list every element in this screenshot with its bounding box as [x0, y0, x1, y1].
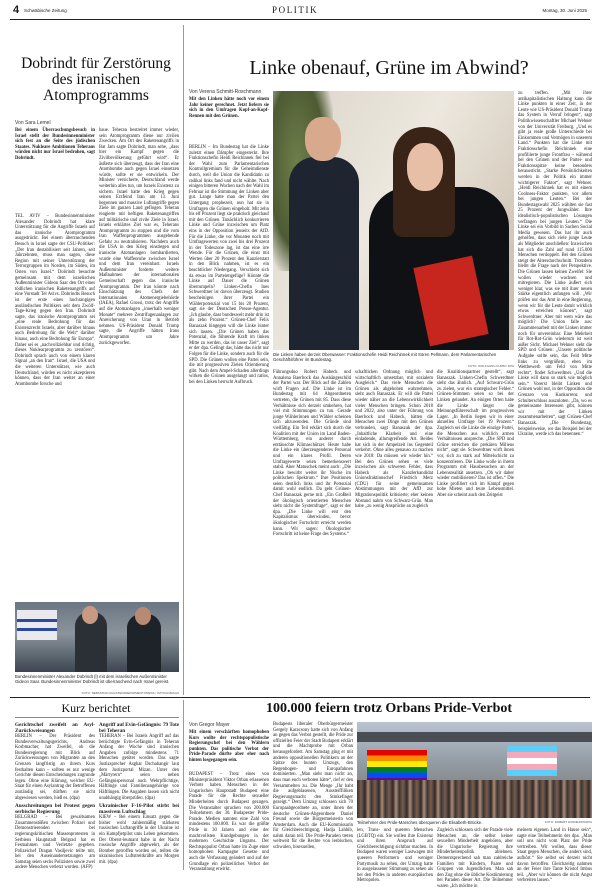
article3-photo-caption: Teilnehmer des Pride-Marsches überqueren die Elisabeth-Brücke. — [357, 820, 483, 825]
article3-photo-credit: FOTO: ROBERT HANNE/DPA/DPA — [544, 820, 592, 824]
article3-lead — [189, 730, 269, 772]
article1-lead — [15, 128, 95, 214]
article1-text-a: TEL AVIV – Bundesinnenminister Alexander Dobrindt hat klare Unterstützung für die Angriffe Israels auf das iranische Atomprogramm ausgedrückt. Bei einem überraschenden Besuch in Israel sagte der CSU-Politiker: „Der Iran destabilisiert seit Jahren, seit Jahrzehnten, muss man sagen, diese Region mit seiner Unterstützung der Terrorgruppen im Norden, im Süden, im Osten von Israel.“ Dobrindt besuchte gemeinsam mit dem israelischen Außenminister Gideon Saar den Ort eines tödlichen iranischen Raketenangriffs auf eine Vorstadt Tel Avivs. Dobrindts Besuch ist der erste eines hochrangigen ausländischen Politikers seit dem Zwölf-Tage-Krieg gegen den Iran. Dobrindt sagte, das iranische Atomprogramm sei „eine reale Bedrohung für das Existenzrecht Israels, aber darüber hinaus auch Bedrohung für die Welt“ darüber hinaus, auch eine Bedrohung für Europa“. Daher sei es „nachvollziehbar und richtig, dieses Nuklearprogramm zu zerstören“. Dobrindt sprach auch von einem klaren Signal „an den Iran“. Israel, die USA und die weiteren Unterstützer, wie auch Deutschland, würden es nicht akzeptieren können, dass der Iran weiter an einer Atombombe forsche und — [15, 214, 95, 387]
pride-flag-2 — [507, 746, 557, 776]
article1-photo-caption: Bundesinnenminister Alexander Dobrindt (l) mit dem israelischen Außenminister Gideon Saar. Bundesinnenminister Dobrindt ist überraschend nach Israel gereist. — [15, 674, 170, 684]
short-item1-text: BERLIN – Der Präsident des Bundesverwaltungsgerichts, Andreas Korbmacher, hat Zweifel, ob die Bundesregierung mit Blick auf Zurückweisungen von Migranten an den Grenzen langfristig an ihrem Kurs festhalten kann – sollten es nur wenige Gerichte diesen Entscheidungen zugrunde legen. Ohne eine Klärung, welcher EU-Staat für einen Asylantrag der Betroffenen zuständig sei, dürften sie nicht abgewiesen werden, hieß es. (dpa) — [15, 734, 95, 801]
short-news-rule — [15, 717, 179, 718]
short-item1-title: Gerichtschef zweifelt an Asyl-Zurückweisungen — [15, 722, 95, 734]
article2-text-d: die Koalitionspartner gestellt“, sagt Banaszak. Linken-Chefin Schwerdtner sieht das ähnlich. „Auf Schwarz-Grün zu zielen, war ein strategischer Fehler.“ Grünen-Stimmen seien so bei der Linken gelandet. An einigen Orten habe die Linke längst die Meinungsführerschaft im progressiven Lager. „In Berlin liegen wir in einer aktuellen Umfrage bei 19 Prozent.“ Zugleich sei die Linke die einzige Partei, die Menschen aus wirklich armen Verhältnissen anspreche. „Die SPD und Grüne erreichen die prekären Milieus nicht“, sagt sie. Schwerdtner wirft ihnen vor, sich zu stark auf Mittelschicht zu konzentrieren. Die Linke wolle in ihrem Programm mit Hausbesuchen an der Lebensrealität ansetzen. „Ob wir daher wieder mobilisieren? Das ist offen.“ Die Linke profiliert sich im Kampf gegen hohe Mieten und teure Lebensmittel. Aber sie scheint auch den Zeitgeist — [437, 370, 514, 499]
short-item4-title: Ukrainischer F-16-Pilot stirbt bei massivem Luftschlag — [99, 803, 179, 816]
column-divider-2 — [183, 700, 184, 870]
article2-lead-text: Mit den Linken hätte noch vor einem Jahr keiner gerechnet. Jetzt liefern sie sich in den Umfragen Kopf-an-Kopf-Rennen mit den Grünen. — [189, 97, 269, 119]
article2-byline: Von Verena Schmitt-Roschmann — [189, 89, 262, 95]
short-item3-title: Angriff auf Evin-Gefängnis: 79 Tote bei Teheran — [99, 722, 179, 734]
section-name: POLITIK — [272, 5, 319, 15]
article1-text-b: baue. Teheran bestreitet immer wieder, sein Atomprogramm diene nur zivilen Zwecken. Am Ort des Raketenangriffs in Bat Jam sagte Dobrindt, man sehe, „dass hier ein Kampf gegen die Zivilbevölkerung geführt wird“. Er äußerte sich überzeugt, dass der Iran eine Atombombe auch gegen Israel einsetzen würde, sollte er sie entwickeln. Der Minister versicherte, Deutschland werde weiterhin alles tun, um Israels Existenz zu sichern. Israel hatte den Krieg gegen seinen Erzfeind Iran am 13. Juni begonnen und massive Luftangriffe gegen Ziele im ganzen Land geflogen. Teheran reagierte mit heftigen Raketenangriffen auf militärische und zivile Ziele in Israel. Israels erklärtes Ziel war es, Teherans Atomprogramm zu stoppen und die vom Iran Waffenprogrammen ausgehende Gefahr zu neutralisieren. Nachdem auch die USA in den Krieg einstiegen und iranische Atomanlagen bombardierten, wurde eine Waffenruhe zwischen Israel und dem Iran vereinbart. Israels Außenminister forderte weitere Maßnahmen der internationalen Gemeinschaft gegen das iranische Atomprogramm. Der Iran könnte nach Einschätzung des Chefs der Internationalen Atomenergiebehörde (IAEA), Rafael Grossi, trotz der Angriffe auf die Atomanlagen „innerhalb weniger Monate“ mehrere Zentrifugenanlagen zur Anreicherung von Uran in Betrieb nehmen. US-Präsident Donald Trump sagte, die Angriffe hätten Irans Atomprogramm um Jahre zurückgeworfen. — [99, 128, 179, 346]
bridge-structure — [357, 732, 592, 742]
article3-text-c: len, Trans- und queeren Menschen (LGBTQ) ein. Sie wollen ihre Existenz und ihren Anspruch auf Gleichberechtigung sichtbar machen. In Budapest waren weniger Lastwagen mit queeren Performern und weniger Partymusik zu sehen, der Umzug hatte in ausgelassener Stimmung zu sehen als bei den Prides in anderen europäischen Metropolen. — [357, 828, 433, 884]
article1-lead-text: Bei einem Überraschungsbesuch in Israel stellt der Bundesinnenminister sich fest an die Seite des jüdischen Staates. Nukleare Ambitionen Teherans würden nicht nur Israel bedrohen, sagt Dobrindt. — [15, 128, 95, 161]
article3-text-a: BUDAPEST – Trotz eines von Ministerpräsident Viktor Orban erlassenen Verbots haben Menschen in der Ungarischen Hauptstadt Budapest eine Parade für die Rechte sexueller Minderheiten durch Budapest gezogen. Die Veranstalter sprachen von 200.000 Teilnehmern der 30. Budapester Pride-Parade. Medien nannten eine Zahl von mindestens 100.000. Es war die größte Pride in 30 Jahren und eine der machtvollsten Kundgebungen in der modernen Geschichte Ungarns. Der Rechtspopulist Orban hatte im Zuge einer homophoben Kampagne Gesetze und auch die Verfassung geändert und auf der Grundlage ein polizeiliches Verbot der Veranstaltung erwirkt. — [189, 772, 269, 873]
article3-col4 — [437, 828, 513, 889]
article2-headline: Linke obenauf, Grüne im Abwind? — [249, 57, 529, 79]
article3-col1 — [189, 772, 269, 873]
article2-photo-credit: FOTO: WOLFGANG KUMM / DPA — [468, 364, 514, 368]
person-left-head — [82, 606, 98, 624]
crowd — [357, 780, 592, 818]
article3-text-b: Budapests liberaler Oberbürgermeister Gergely Karacsony hatte sich von Anfang an gegen das Verbot gestellt, die Pride zur offiziellen Feier der Stadt Budapest erklärt und die Machtprobe mit Orban herausgefordert. Am Samstag ging er mit anderen oppositionellen Politikern an der Spitze des bunten Umzugs, den Regenbogen- und Europafahnen dominierten. „Man sieht man nicht an, dass man euch verboten hätte“, rief er den Versammelten zu. Die Menge „Ihr habt die aufgeblasenen, Aussteiffiliken Regierungsmacht den Stinkefinger gezeigt.“ Dem Umzug schlossen sich 70 Europaabgeordnete an, unter ihnen der deutsche Grünen-Abgeordnete Daniel Freund sowie die Bürgermeisterin von Amsterdam. Auch die EU-Kommissarin für Gleichberechtigung, Hadja Lahbib, nahm daran teil. Die Pride-Paraden treten weltweit für die Rechte von lesbischen, schwulen, bisexuellen, — [273, 722, 353, 851]
short-item2-title: Ausschreitungen bei Protest gegen serbische Regierung — [15, 803, 95, 816]
issue-date: Montag, 30. Juni 2025 — [542, 8, 587, 13]
page-header — [10, 4, 590, 18]
article1-headline: Dobrindt für Zerstörung des iranischen Atomprogramms — [21, 55, 171, 104]
short-item4-text: KIEW – Bei einem Einsatz gegen die bisher wohl zahlenmäßig stärksten russischen Luftangriffe in der Ukraine ist ein Kampfjetpilot ums Leben gekommen. Der Oberst-leutnant habe in der Nacht russische Angriffe abgewehrt, als der Bomber getroffen worden sei, teilten die ukrainischen Luftstreitkräfte am Morgen mit. (dpa) — [99, 815, 179, 865]
article2-text-e: zu treffen. „Mit ihrer antikapitalistischen Haltung kann die Linke punkten in einer Zeit, in der Leute wie US-Präsident Donald Trump das System in Verruf bringen“, sagt Politikwissenschaftler Michael Wehner von der Universität Freiburg. „Und es gibt ja reale große Unterschiede bei Einkommen und Vermögen in unserem Land.“ Punkten hat die Linke mit Fraktionschefin Reichinnek eine profiliierte junge Frontfrau – während bei den Grünen und der Partei- und Fraktionsspitze keine besonders heraussticht. „Starke Persönlichkeiten werden in der Politik ein immer wichtigerer Faktor“, sagt Wehner. „Heidi Reichinnek hat es mit einem Coolness-Faktor punkten, vor allem bei jungen Leuten.“ Bei der Bundestagswahl 2025 wählten sie fast 25 Prozent der Jungwähler. Ihre idealistisch-populistischen Lösungen verfangen bei jungen Leuten.“ Die Linke sei ein Vorbild in Sachen Social Media gewesen. Das hat ihr auch geholfen, dass sich viele junge Leute als Mitglieder anschließen: Inzwischen hat sich die Zahl auf rund 115.000 Menschen verdoppelt. Bei den Grünen steigt der Altersdurchschnitt. Trotzdem bleibt die Frage nach der Perspektive. Die Grünen lassen keinen Zweifel: Sie wollen wieder wachsen und mitregieren. Die Linke äußert sich weniger klar, was sie mit ihrer neuen Stärke eigentlich anfangen will. „Wir prüfen nur das Amt in eine Regierung, wenn wir für die Leute damit wirklich etwas erreichen können“, sagt Schwerdtner. Aber mit wem wäre das möglich? Die Union falle aus: Zusammenarbeit mit der Linken immer noch für unvereinbar. Eine Mehrheit für Rot-Rot-Grün wiederum ist weit außer Sicht. Michael Wehner sieht die SPD und Grünen: „Unsere politische Aufgabe sollte sein, das Feld Mitte links zu vergrößern, eben im Wettbewerb um Feld von Mitte rechts“, findet Schwerdtner. „Und die Linke will dann so stark wie möglich sein.“ Vorerst bleibt Linken und Grünen wohl nur, in der Opposition die Grenzen von Konkurrenz und Schulterschluss auszuloten. „Da, wo es gemeinsame Interessen gibt, können wir mit der Linken zusammenarbeiten“, sagt Grünen-Chef Banaszak. „Die Bundestag, beispielsweise, wo das Beispiel bei der Ukraine, werde ich das benennen.“ — [518, 91, 592, 438]
short-news-title: Kurz berichtet — [61, 701, 131, 715]
article2-col4 — [437, 370, 514, 688]
person-right-head — [135, 607, 151, 625]
woman-face — [407, 143, 443, 191]
column-divider-1 — [183, 25, 184, 695]
article2-text-a: BERLIN – Im Bundestag hat die Linke zuletzt einen Dämpfer eingesteckt. Ihre Fraktionschefin Heidi Reichinnek fiel bei der Wahl zum Parlamentarischen Kontrollgremium für die Geheimdienste durch, weil die Union die Kandidatin zu radikal links fand und nicht wählte. Nach einigen bitteren Wochen nach der Wahl im Februar ist die Stimmung der Linken aber gut. Lange hatte man der Partei den Untergang prophezeit, nun hat sie in Umfragen die Grünen eingeholt. Mit zehn bis elf Prozent liegt sie praktisch gleichauf mit den Grünen. Tatsächlich konkurrieren Linke und Grüne inzwischen um Platz eins in der Opposition jenseits der AfD. Für die Linke, die vor Monaten noch mit Umfragewerten von zwei bis drei Prozent in der Todeszone lag, ist das eine irre Wende. Für die Grünen, die einst mit Werten über 20 Prozent den Kanzlerstatt in den Blick nahmen, ist es ein beachtlicher Niedergang. Verschiebt sich da etwas im Parteiengefüge? Könnte die Linke auf Dauer die Grünen überrumpeln? Linken-Chefin Ines Schwerdtner ist davon überzeugt. Studien bescheinigen ihrer Partei ein Wählerpotenzial von 15 bis 20 Prozent, sagt sie der Deutschen Presse-Agentur. „Ich glaube, dass bundesweit mehr drin ist als zehn Prozent.“ Grünen-Chef Felix Banaszak hingegen will die Linke hinter sich lassen. „Die Grünen haben das Potenzial, die führende Kraft im linken Mitte zu werden, das ist unser Ziel“, sagt er der dpa. Gelingt das, hätte das nicht nur Folgen für die Linke, sondern auch für die SPD. Die Grünen wollen eine Partei sein, die mit progressiven Zielen Orientierung gibt. Nach dem Ampel-Schaden allerdings wirken die Grünen ausgelaugt und ratlos, bei den Linken herrscht Aufbruch. — [189, 145, 269, 385]
article1-photo — [15, 602, 179, 672]
article1-col2 — [99, 128, 179, 602]
article2-photo-caption: Die Linken haben derzeit Oberwasser: Fraktionschefin Heidi Reichinnek mit Sören Pellmann, dem Parlamentarischen Geschäftsführer im Bundestag. — [273, 352, 497, 362]
rainbow-flag — [367, 750, 427, 784]
article3-col5 — [517, 828, 592, 884]
article2-lead — [189, 97, 269, 145]
short-item3-text: TEHERAN – Bei Israels Angriff auf das berüchtigte Evin-Gefängnis in Teheran Anfang der Woche sind iranischen Angaben zufolge mindestens 71 Menschen getötet worden. Das sagte Justizsprecher Asghar Dschahangir laut dem Justizportal Mizan. Unter den „Märtyrern“ seien neben Gefängnispersonal auch Wehrpflichtige, Häftlinge und Familienangehörige von Häftlingen. Die Angaben lassen sich nicht unabhängig überprüfen. (dpa) — [99, 734, 179, 801]
short-item2-text: BELGRAD – Bei gewaltsamen Zusammenstößen zwischen Polizei und Demonstrierenden bei regierungskritischen Massenprotesten in Serbiens Hauptstadt Belgrad hat es Festnahmen und Verletzte gegeben. Polizeichef Dragan Vasiljevic teilte mit, bei den Auseinandersetzungen am Samstag seien sechs Polizisten sowie zwei andere Menschen verletzt worden. (AFP) — [15, 815, 95, 871]
article1-byline: Von Sara Lemel — [15, 120, 51, 126]
article3-col2 — [273, 722, 353, 870]
paper-name: Schwäbische Zeitung — [24, 8, 67, 13]
article2-text-c: schaftlichen Ordnung möglich und wirtschaftlich umsetzbar, mit sozialem Ausgleich.“ Das viele Menschen die Grünen als abgehoben wahrnehmen, sieht auch Banaszak. Er will die Partei wieder näher an die Lebenswirklichkeit vieler Menschen bringen. Schon 2018 und 2022, also unter der Führung von Baerbock und Habeck, hätten die Menschen zwei Dinge mit den Grünen verbunden, sagt Banaszak der dpa. „Inhaltliche Klarheit und eine einladende, allumgreifende Art. Beides hat sich in der Ampelzeit ins Gegenteil verkehrt. Ohne alles genauso zu machen wie 2018: Da müssen wir wieder hin.“ Bei den Grünen sehen es viele inzwischen als schweren Fehler, dass Habeck als Kanzlerkandidat Unionsfraktionschef Friedrich Merz (CDU) für seine gemeinsamen Abstimmungen mit der AfD zur Migrationspolitik kritisierte; eher keinen Abstand nahm von Schwarz-Grün. Man habe „zu wenig Ansprüche an zugleich — [355, 370, 433, 510]
article3-lead-text: Mit einem verschärften homophoben Kurs wollte der rechtspopulistische Regierungschef bei den Wählern punkten. Das politische Verbot der Pride-Parade dürfte aber eher nach hinten losgegangen sein. — [189, 730, 269, 763]
article1-col1 — [15, 214, 95, 602]
article3-headline: 100.000 feiern trotz Orbans Pride-Verbot — [265, 701, 513, 716]
article2-col3 — [355, 370, 433, 688]
header-rule — [10, 19, 590, 20]
man-body — [289, 157, 359, 350]
short-news-col1 — [15, 720, 95, 870]
article2-col5 — [518, 91, 592, 688]
article3-byline: Von Gregor Mayer — [189, 722, 230, 728]
article2-col2 — [273, 370, 351, 688]
article3-text-d: Zugleich schlossen sich der Parade viele Menschen an, die selbst keiner sexuellen Minderheit angehören, aber die Ungarische Regierung ihre Minderheitenpolitik ablehnen. Dementsprechend sah man zahlreiche Familien mit Kindern, Paare und Gruppen von Jugendlichen. Man sah den Zug ohne die übliche Kostümierung bei Paraden dieser Art. Die Teilnehmer waren „Ich möchte in — [437, 828, 513, 889]
article2-photo — [273, 91, 514, 350]
article3-col3 — [357, 828, 433, 884]
lower-section-rule — [10, 697, 590, 698]
short-news-col2 — [99, 720, 179, 870]
article2-text-b: Führungsduo Robert Habeck und Annalena Baerbock das Aushängeschild der Partei war. Der Blick auf die Zahlen wirft Fragen auf. Die Linke ist im Bundestag mit 64 Abgeordneten vertreten, die Grünen mit 85. Dass diese Verhältnisse sich derzeit umkehren, hat viel mit Stimmungen zu tun. Gerade junge Wählerinnen und Wähler scheinen sich abzuwenden. Die Gründe sind vielfältig. Ein Teil erklärt sich durch die Koalition mit der Union im Land Baden-Württemberg, ein anderer durch enttäuschte Klimaschützer. Heute habe die Linke ein überzeugenderes Personal und ein klares Profil. Deren Umfragewerte seien bemerkenswert stabil. Aber Matuschek meint auch: „Die Linke bewirbt weiter ihr Nische im politischen Spektrum.“ Ihre Positionen seien deutlich links und ihr Potenzial damit wohl endlich. Da geht Grünen-Chef Banaszak gerne mit. „Ein Großteil der ökologisch orientierten Menschen sieht nicht die Systemfrage“, sagt er der dpa. „Die Linke will erst den Kapitalismus überwinden, bevor ökologischer Fortschritt erreicht werden kann. Wir sagen: Ökologischer Fortschritt ist keine Frage des Systems.“ — [273, 370, 351, 538]
article1-photo-credit: FOTO: SEBASTIAN AUGSTEIN/DEFINIMENT PRESS / ISTOCK/IMAGO — [81, 691, 179, 695]
article3-photo — [357, 722, 592, 818]
page-number: 4 — [13, 4, 20, 16]
article2-col1 — [189, 145, 269, 688]
article3-text-e: meinem eigenen Land in Hause sein“, sagte eine Teilnehmerin der dpa. „Man soll uns nicht vom Platz der Pride vertreiben. Wir wollen, dass dieser Staat gegen Menschen, die anders sind, aufhört.“ Sie selbst sei derzeit nicht davon betroffen. Gleichzeitig nahmen an der Feier ihre Tante Kristof Imbus teil. „Aber wir können die nicht Angst verbreiten lassen.“ — [517, 828, 592, 884]
man-head — [305, 117, 341, 161]
flag-shape — [17, 610, 57, 640]
